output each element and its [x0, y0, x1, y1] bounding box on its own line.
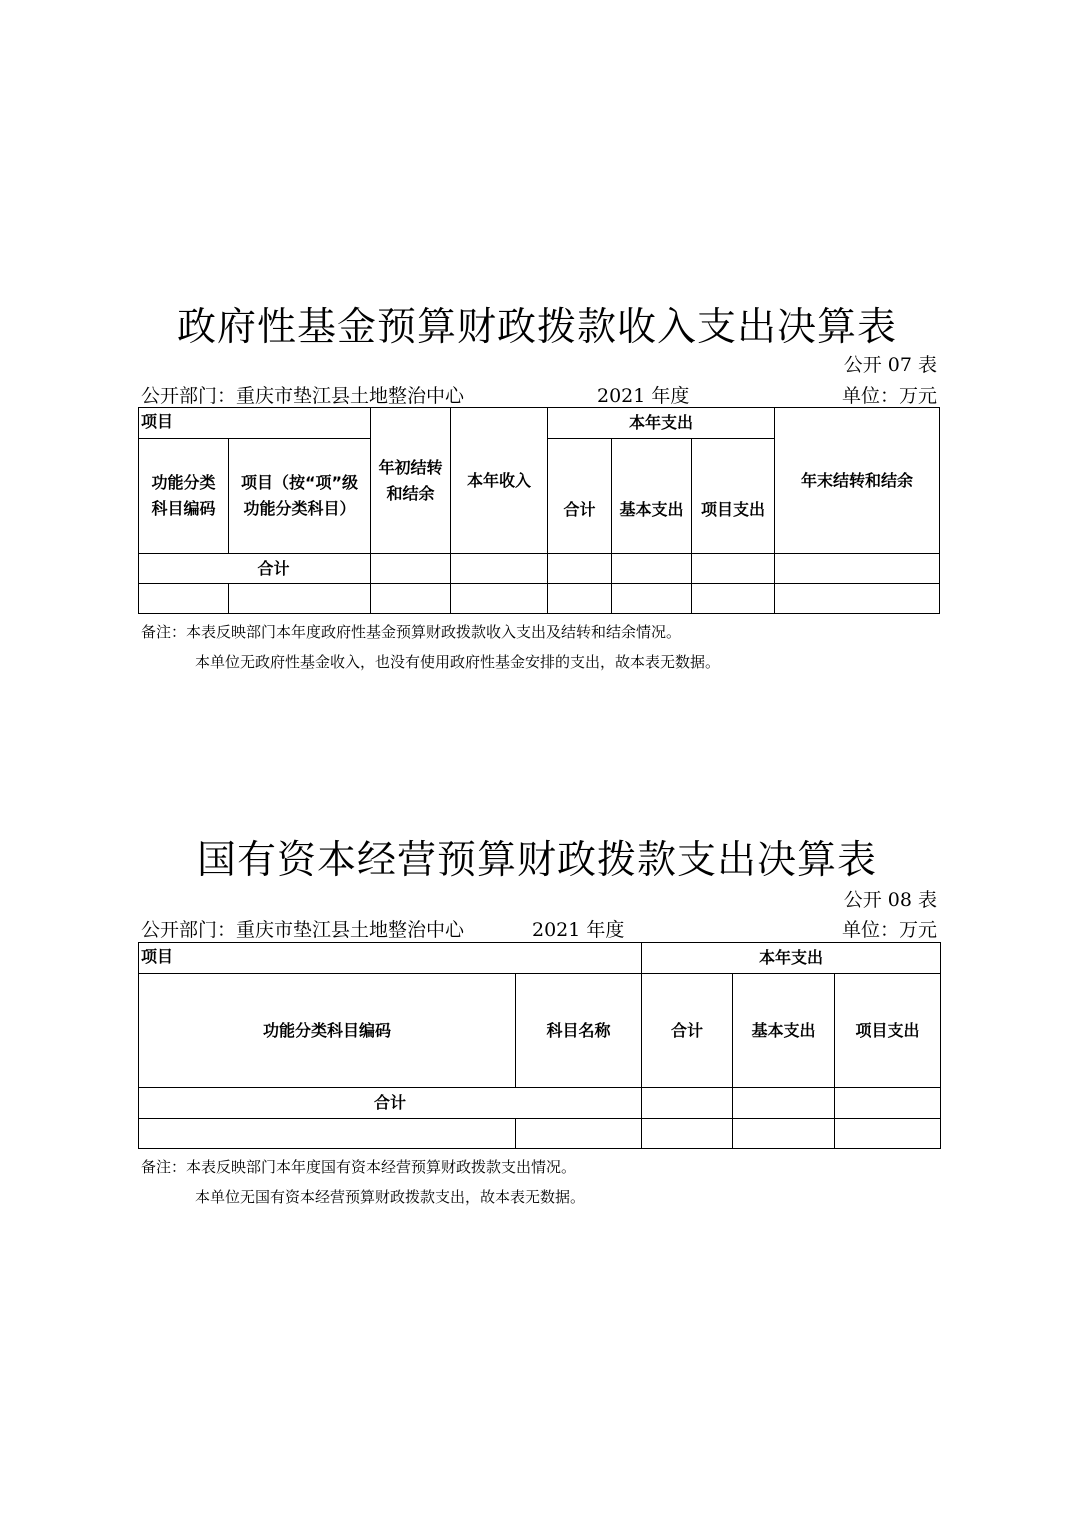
table08-number: 公开 08 表: [843, 889, 937, 911]
table07-total-row: [139, 554, 940, 584]
table07-header-item-name-line1: 项目（按“项”级: [240, 473, 359, 492]
table07-cell: [775, 584, 940, 614]
table08-total-row: [139, 1088, 941, 1119]
table07-header-item-name: [229, 439, 371, 554]
table08-cell: [733, 1088, 835, 1119]
table07-grid: [138, 407, 940, 614]
table07-header-expense-group: 本年支出: [548, 408, 775, 439]
table07-note-line1: 备注：本表反映部门本年度政府性基金预算财政拨款收入支出及结转和结余情况。: [141, 623, 682, 641]
table07-cell: [451, 584, 548, 614]
table07-header-item-name-line2: 功能分类科目）: [243, 499, 356, 518]
table08-note-line1: 备注：本表反映部门本年度国有资本经营预算财政拨款支出情况。: [141, 1158, 577, 1176]
table07-header-begin-balance-line2: 和结余: [386, 483, 435, 503]
table08-header-expense-group: 本年支出: [642, 943, 941, 974]
table08-header-subject-name: 科目名称: [516, 974, 642, 1088]
table08-header-total: 合计: [642, 974, 733, 1088]
table07-cell: [692, 554, 775, 584]
table07-cell: [692, 584, 775, 614]
table08-cell: [835, 1088, 941, 1119]
table08-header-project: 项目支出: [835, 974, 941, 1088]
table07-cell: [139, 584, 229, 614]
table07-year: 2021 年度: [597, 385, 690, 407]
table08-total-label: 合计: [139, 1088, 642, 1119]
table07-header-income: 本年收入: [451, 408, 548, 554]
table07-note-line2: 本单位无政府性基金收入，也没有使用政府性基金安排的支出，故本表无数据。: [195, 653, 721, 671]
table08-cell: [733, 1119, 835, 1149]
table07-cell: [451, 554, 548, 584]
table08-title: 国有资本经营预算财政拨款支出决算表: [196, 838, 877, 883]
table08-unit: 单位：万元: [841, 919, 937, 941]
table07-header-item: 项目: [139, 408, 371, 439]
table08-header-item: 项目: [139, 943, 642, 974]
table07-cell: [371, 554, 451, 584]
table07-cell: [371, 584, 451, 614]
table07-header-func-code-line2: 科目编码: [151, 499, 216, 518]
table07-empty-row: [139, 584, 940, 614]
table08-cell: [835, 1119, 941, 1149]
table07-cell: [548, 554, 612, 584]
table07-header-begin-balance-line1: 年初结转: [378, 457, 443, 477]
table07-header-func-code: [139, 439, 229, 554]
table08-grid: [138, 942, 941, 1149]
table08-department: 公开部门：重庆市垫江县土地整治中心: [141, 919, 465, 941]
table07-header-func-code-line1: 功能分类: [151, 473, 216, 492]
table08-header-func-code: 功能分类科目编码: [139, 974, 516, 1088]
table08-cell: [139, 1119, 516, 1149]
table07-cell: [612, 584, 692, 614]
table07-header-project: 项目支出: [692, 439, 775, 554]
table07-header-end-balance: 年末结转和结余: [775, 408, 940, 554]
table07-cell: [229, 584, 371, 614]
table08-cell: [516, 1119, 642, 1149]
table07-cell: [548, 584, 612, 614]
table08-header-basic: 基本支出: [733, 974, 835, 1088]
table07-header-total: 合计: [548, 439, 612, 554]
table07-header-begin-balance: [371, 408, 451, 554]
table07-cell: [775, 554, 940, 584]
table07-department: 公开部门：重庆市垫江县土地整治中心: [141, 385, 465, 407]
table07-cell: [612, 554, 692, 584]
table08-year: 2021 年度: [532, 919, 625, 941]
table07-header-basic: 基本支出: [612, 439, 692, 554]
table08-empty-row: [139, 1119, 941, 1149]
table07-number: 公开 07 表: [843, 354, 937, 376]
table07-total-label: 合计: [139, 554, 371, 584]
table08-cell: [642, 1119, 733, 1149]
table08-cell: [642, 1088, 733, 1119]
table07-title: 政府性基金预算财政拨款收入支出决算表: [176, 305, 897, 350]
table08-note-line2: 本单位无国有资本经营预算财政拨款支出，故本表无数据。: [195, 1188, 586, 1206]
table07-unit: 单位：万元: [841, 385, 937, 407]
